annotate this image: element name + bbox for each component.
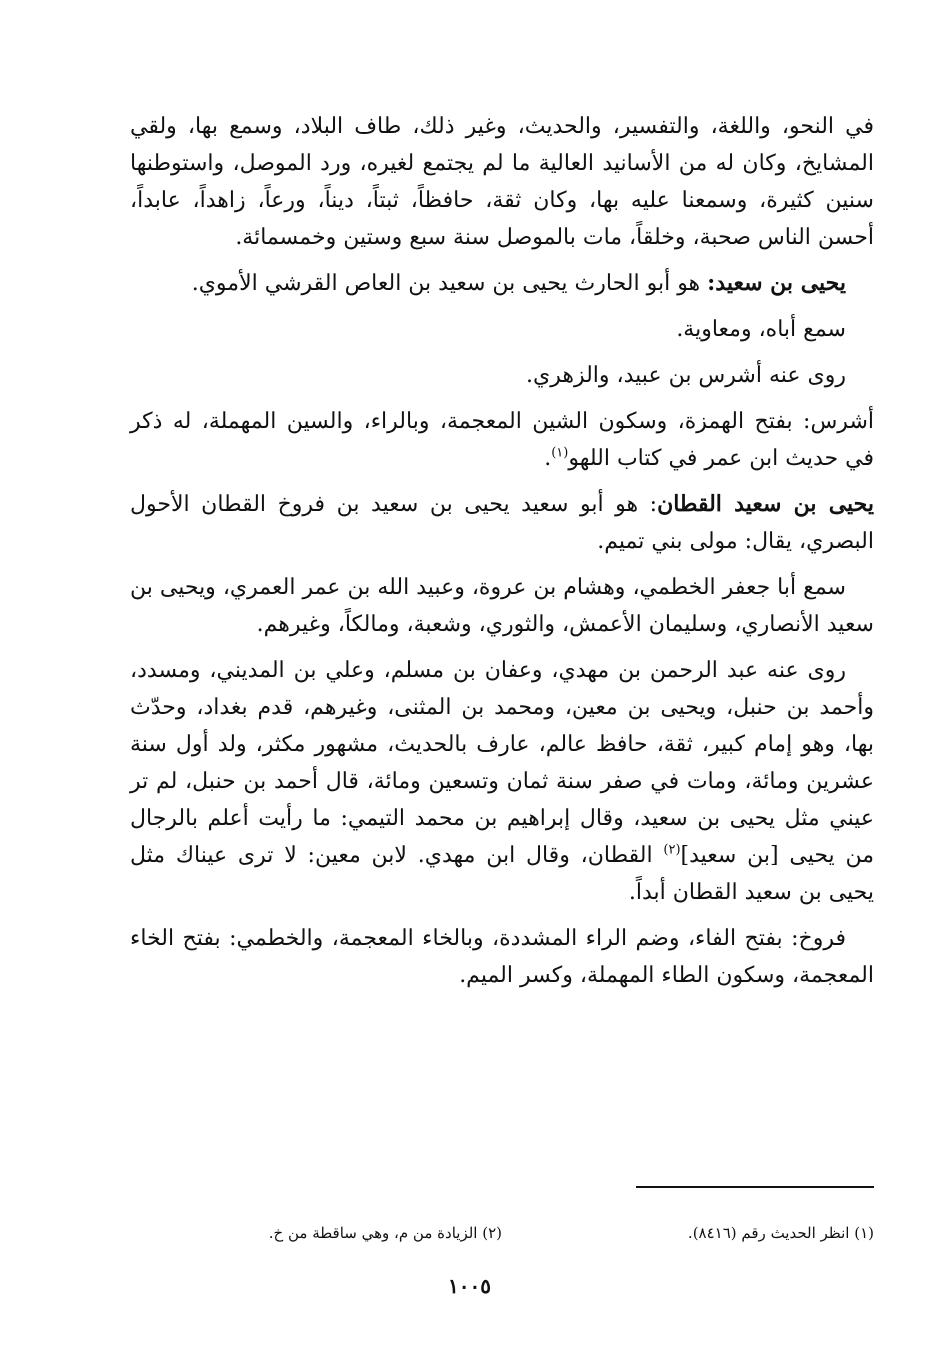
paragraph-farrukh-note: فروخ: بفتح الفاء، وضم الراء المشددة، وبالخاء المعجمة، والخطمي: بفتح الخاء المعجمة، وسكون الطاء المهملة، وكسر الميم. xyxy=(130,926,874,988)
footnote-2: (٢) الزيادة من م، وهي ساقطة من خ. xyxy=(268,1224,502,1242)
paragraph-narrated-by: روى عنه أشرس بن عبيد، والزهري. xyxy=(526,363,846,388)
entry-yahya-ibn-said xyxy=(130,265,874,302)
entry-description: هو أبو الحارث يحيى بن سعيد بن العاص القرشي الأموي. xyxy=(191,271,708,296)
entry-heading: يحيى بن سعيد: xyxy=(707,270,846,296)
entry-heading: يحيى بن سعيد القطان xyxy=(657,491,875,517)
paragraph-students xyxy=(130,652,874,911)
paragraph-end: . xyxy=(544,446,552,471)
footnote-ref-1[interactable]: (١) xyxy=(551,445,569,461)
paragraph-teachers: سمع أبا جعفر الخطمي، وهشام بن عروة، وعبيد الله بن عمر العمري، ويحيى بن سعيد الأنصاري، وسليمان الأعمش، والثوري، وشعبة، ومالكاً، وغيرهم. xyxy=(130,575,874,637)
paragraph-heard-from: سمع أباه، ومعاوية. xyxy=(676,317,846,342)
footnote-1: (١) انظر الحديث رقم (٨٤١٦). xyxy=(687,1224,874,1242)
footnote-ref-2[interactable]: (٢) xyxy=(663,842,681,858)
main-text xyxy=(130,108,874,1003)
entry-yahya-al-qattan xyxy=(130,486,874,560)
paragraph-ashras-note xyxy=(130,403,874,477)
page-number: ١٠٠٥ xyxy=(448,1274,491,1298)
paragraph-intro: في النحو، واللغة، والتفسير، والحديث، وغير ذلك، طاف البلاد، وسمع بها، ولقي المشايخ، وكان له من الأسانيد العالية ما لم يجتمع لغيره، ورد الموصل، واستوطنها سنين كثيرة، وسمعنا عليه بها، وكان ثقة، حافظاً، ثبتاً، ديناً، ورعاً، زاهداً، عابداً، أحسن الناس صحبة، وخلقاً، مات بالموصل سنة سبع وستين وخمسمائة. xyxy=(130,114,874,250)
footnote-separator xyxy=(636,1186,874,1188)
paragraph-text: أشرس: بفتح الهمزة، وسكون الشين المعجمة، وبالراء، والسين المهملة، له ذكر في حديث ابن عمر في كتاب اللهو xyxy=(130,409,874,471)
paragraph-end: القطان، وقال ابن مهدي. لابن معين: لا ترى عيناك مثل يحيى بن سعيد القطان أبداً. xyxy=(130,843,874,905)
entry-description: : هو أبو سعيد يحيى بن سعيد بن فروخ القطان الأحول البصري، يقال: مولى بني تميم. xyxy=(130,492,874,554)
paragraph-text: روى عنه عبد الرحمن بن مهدي، وعفان بن مسلم، وعلي بن المديني، ومسدد، وأحمد بن حنبل، ويحيى بن معين، ومحمد بن المثنى، وغيرهم، قدم بغداد، وحدّث بها، وهو إمام كبير، ثقة، حافظ عالم، عارف بالحديث، مشهور مكثر، ولد أول سنة عشرين ومائة، ومات في صفر سنة ثمان وتسعين ومائة، قال أحمد بن حنبل، لم تر عيني مثل يحيى بن سعيد، وقال إبراهيم بن محمد التيمي: ما رأيت أعلم بالرجال من يحيى [بن سعيد] xyxy=(130,658,875,868)
